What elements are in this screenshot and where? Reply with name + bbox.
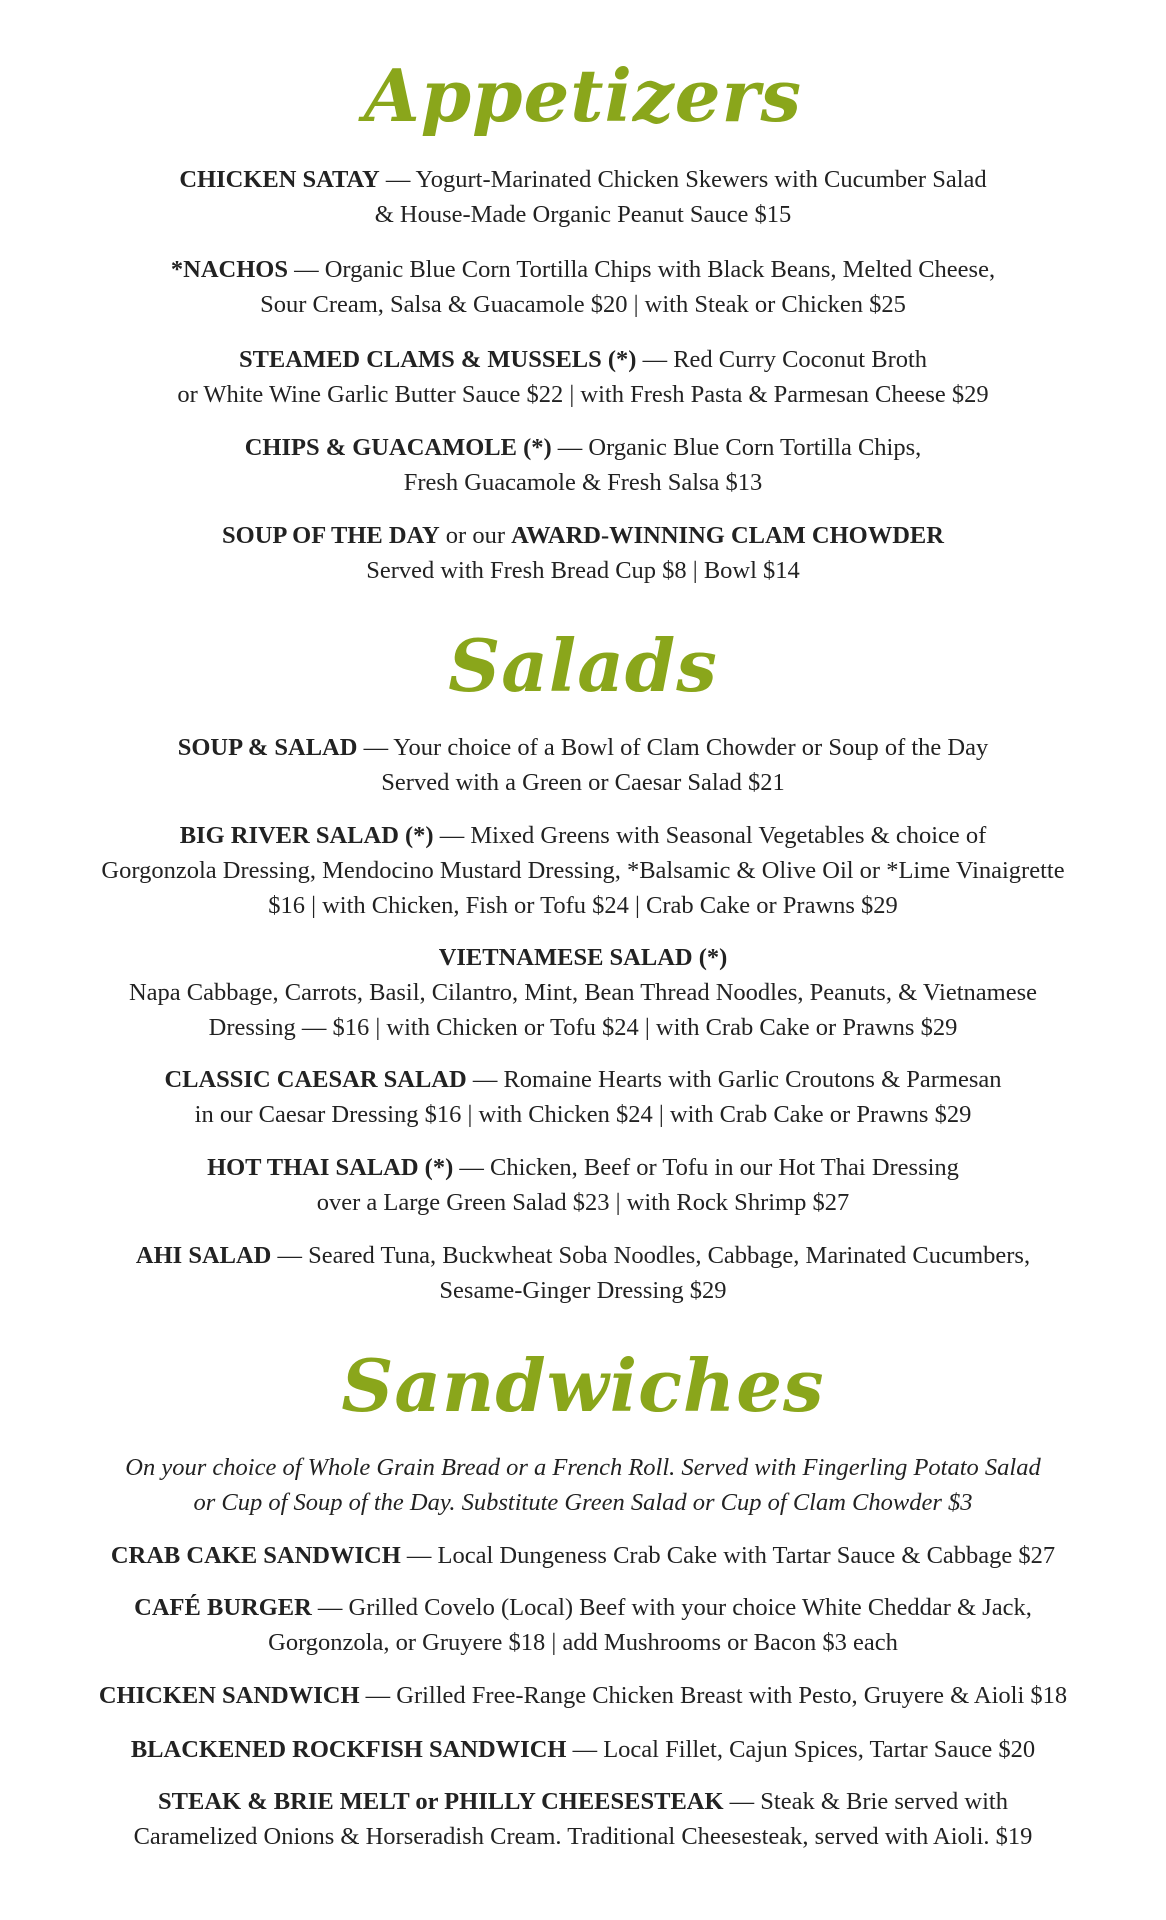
menu-item-caesar-salad bbox=[0, 1062, 1166, 1132]
item-line: $16 | with Chicken, Fish or Tofu $24 | Crab Cake or Prawns $29 bbox=[268, 892, 898, 919]
item-line: Gorgonzola Dressing, Mendocino Mustard Dressing, *Balsamic & Olive Oil or *Lime Vinaigrette bbox=[101, 857, 1065, 884]
item-line: in our Caesar Dressing $16 | with Chicken $24 | with Crab Cake or Prawns $29 bbox=[194, 1101, 972, 1128]
menu-item-steamed-clams bbox=[0, 342, 1166, 412]
menu-item-nachos bbox=[0, 252, 1166, 322]
menu-item-rockfish-sandwich bbox=[0, 1732, 1166, 1767]
item-line: CHIPS & GUACAMOLE (*) — Organic Blue Corn Tortilla Chips, bbox=[244, 434, 922, 461]
item-line: & House-Made Organic Peanut Sauce $15 bbox=[374, 201, 792, 228]
item-line: HOT THAI SALAD (*) — Chicken, Beef or Tofu in our Hot Thai Dressing bbox=[207, 1154, 959, 1181]
item-line: STEAK & BRIE MELT or PHILLY CHEESESTEAK — Steak & Brie served with bbox=[158, 1788, 1008, 1815]
menu-item-chicken-sandwich bbox=[0, 1678, 1166, 1713]
item-line: Fresh Guacamole & Fresh Salsa $13 bbox=[403, 469, 763, 496]
menu-item-soup-of-the-day bbox=[0, 518, 1166, 588]
item-line: VIETNAMESE SALAD (*) bbox=[438, 944, 728, 971]
item-line: *NACHOS — Organic Blue Corn Tortilla Chips with Black Beans, Melted Cheese, bbox=[170, 256, 996, 283]
item-line: CLASSIC CAESAR SALAD — Romaine Hearts with Garlic Croutons & Parmesan bbox=[164, 1066, 1002, 1093]
item-line: Dressing — $16 | with Chicken or Tofu $24 | with Crab Cake or Prawns $29 bbox=[208, 1014, 958, 1041]
item-line: CRAB CAKE SANDWICH — Local Dungeness Crab Cake with Tartar Sauce & Cabbage $27 bbox=[110, 1542, 1056, 1569]
item-line: Napa Cabbage, Carrots, Basil, Cilantro, Mint, Bean Thread Noodles, Peanuts, & Vietnamese bbox=[128, 979, 1038, 1006]
sandwiches-title: Sandwiches bbox=[341, 1343, 825, 1428]
note-line: On your choice of Whole Grain Bread or a French Roll. Served with Fingerling Potato Salad bbox=[125, 1454, 1041, 1481]
item-line: SOUP OF THE DAY or our AWARD-WINNING CLAM CHOWDER bbox=[222, 522, 944, 549]
menu-item-hot-thai-salad bbox=[0, 1150, 1166, 1220]
item-line: CHICKEN SATAY — Yogurt-Marinated Chicken Skewers with Cucumber Salad bbox=[179, 166, 987, 193]
item-line: AHI SALAD — Seared Tuna, Buckwheat Soba Noodles, Cabbage, Marinated Cucumbers, bbox=[135, 1242, 1031, 1269]
item-line: Gorgonzola, or Gruyere $18 | add Mushrooms or Bacon $3 each bbox=[268, 1629, 898, 1656]
menu-item-vietnamese-salad bbox=[0, 940, 1166, 1045]
menu-item-steak-brie-melt bbox=[0, 1784, 1166, 1854]
menu-item-soup-salad bbox=[0, 730, 1166, 800]
item-line: Caramelized Onions & Horseradish Cream. Traditional Cheesesteak, served with Aioli. $19 bbox=[133, 1823, 1033, 1850]
item-line: SOUP & SALAD — Your choice of a Bowl of Clam Chowder or Soup of the Day bbox=[177, 734, 989, 761]
item-line: or White Wine Garlic Butter Sauce $22 | with Fresh Pasta & Parmesan Cheese $29 bbox=[177, 381, 989, 408]
item-line: STEAMED CLAMS & MUSSELS (*) — Red Curry Coconut Broth bbox=[238, 346, 928, 373]
item-line: BLACKENED ROCKFISH SANDWICH — Local Fillet, Cajun Spices, Tartar Sauce $20 bbox=[130, 1736, 1036, 1763]
note-line: or Cup of Soup of the Day. Substitute Green Salad or Cup of Clam Chowder $3 bbox=[193, 1489, 973, 1516]
menu-item-crab-cake-sandwich bbox=[0, 1538, 1166, 1573]
item-line: CAFÉ BURGER — Grilled Covelo (Local) Beef with your choice White Cheddar & Jack, bbox=[134, 1594, 1032, 1621]
menu-item-chicken-satay bbox=[0, 162, 1166, 232]
item-line: Served with a Green or Caesar Salad $21 bbox=[381, 769, 785, 796]
sandwiches-note bbox=[0, 1450, 1166, 1520]
salads-title: Salads bbox=[448, 623, 718, 708]
appetizers-title: Appetizers bbox=[363, 53, 803, 138]
menu-item-ahi-salad bbox=[0, 1238, 1166, 1308]
item-line: Sour Cream, Salsa & Guacamole $20 | with Steak or Chicken $25 bbox=[260, 291, 906, 318]
item-line: Sesame-Ginger Dressing $29 bbox=[439, 1277, 727, 1304]
item-line: BIG RIVER SALAD (*) — Mixed Greens with Seasonal Vegetables & choice of bbox=[179, 822, 987, 849]
menu-item-big-river-salad bbox=[0, 818, 1166, 923]
item-line: CHICKEN SANDWICH — Grilled Free-Range Chicken Breast with Pesto, Gruyere & Aioli $18 bbox=[98, 1682, 1068, 1709]
menu-item-chips-guacamole bbox=[0, 430, 1166, 500]
item-line: over a Large Green Salad $23 | with Rock Shrimp $27 bbox=[316, 1189, 850, 1216]
item-line: Served with Fresh Bread Cup $8 | Bowl $14 bbox=[366, 557, 800, 584]
menu-item-cafe-burger bbox=[0, 1590, 1166, 1660]
